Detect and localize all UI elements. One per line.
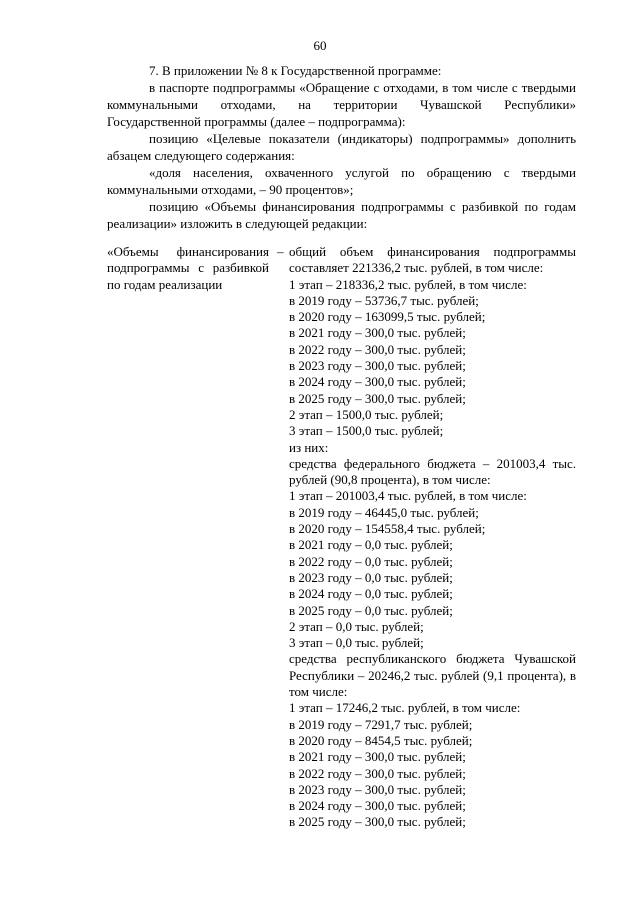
financing-details bbox=[285, 244, 576, 831]
intro-paragraph: 7. В приложении № 8 к Государственной программе: bbox=[149, 63, 442, 78]
financing-line: в 2019 году – 46445,0 тыс. рублей; bbox=[289, 504, 479, 520]
financing-line: в 2021 году – 0,0 тыс. рублей; bbox=[289, 537, 453, 553]
financing-line: в 2023 году – 300,0 тыс. рублей; bbox=[289, 781, 466, 797]
financing-line: 2 этап – 1500,0 тыс. рублей; bbox=[289, 406, 444, 422]
financing-line: 1 этап – 201003,4 тыс. рублей, в том числе: bbox=[289, 488, 527, 504]
financing-line: 2 этап – 0,0 тыс. рублей; bbox=[289, 618, 424, 634]
financing-line: 1 этап – 17246,2 тыс. рублей, в том числе: bbox=[289, 700, 521, 716]
financing-line: в 2019 году – 7291,7 тыс. рублей; bbox=[289, 716, 473, 732]
financing-line: в 2022 году – 300,0 тыс. рублей; bbox=[289, 765, 466, 781]
financing-line: 1 этап – 218336,2 тыс. рублей, в том числе: bbox=[289, 276, 527, 292]
financing-line: в 2023 году – 300,0 тыс. рублей; bbox=[289, 358, 466, 374]
financing-line: в 2024 году – 300,0 тыс. рублей; bbox=[289, 374, 466, 390]
intro-paragraph: «доля населения, охваченного услугой по обращению с твердыми коммунальными отходами, – 90 процентов»; bbox=[107, 165, 576, 197]
financing-line: в 2024 году – 0,0 тыс. рублей; bbox=[289, 586, 453, 602]
financing-line: 3 этап – 0,0 тыс. рублей; bbox=[289, 635, 424, 651]
financing-line: в 2019 году – 53736,7 тыс. рублей; bbox=[289, 292, 479, 308]
financing-line: в 2021 году – 300,0 тыс. рублей; bbox=[289, 749, 466, 765]
financing-line: в 2025 году – 300,0 тыс. рублей; bbox=[289, 814, 466, 830]
financing-line: из них: bbox=[289, 439, 329, 455]
intro-paragraph: позицию «Целевые показатели (индикаторы) подпрограммы» дополнить абзацем следующего содержания: bbox=[107, 131, 576, 163]
financing-line: средства республиканского бюджета Чувашской Республики – 20246,2 тыс. рублей (9,1 процента), в том числе: bbox=[289, 651, 576, 700]
financing-line: в 2022 году – 0,0 тыс. рублей; bbox=[289, 553, 453, 569]
financing-line: в 2020 году – 154558,4 тыс. рублей; bbox=[289, 521, 486, 537]
financing-line: в 2020 году – 8454,5 тыс. рублей; bbox=[289, 732, 473, 748]
financing-line: в 2024 году – 300,0 тыс. рублей; bbox=[289, 798, 466, 814]
financing-table bbox=[107, 244, 576, 831]
intro-paragraph: в паспорте подпрограммы «Обращение с отходами, в том числе с твердыми коммунальными отходами, на территории Чувашской Республики» Государственной программы (далее – подпрограмма): bbox=[107, 80, 576, 129]
financing-line: общий объем финансирования подпрограммы составляет 221336,2 тыс. рублей, в том числе: bbox=[289, 244, 576, 276]
financing-line: в 2020 году – 163099,5 тыс. рублей; bbox=[289, 309, 486, 325]
financing-line: средства федерального бюджета – 201003,4 тыс. рублей (90,8 процента), в том числе: bbox=[289, 455, 576, 488]
table-dash: – bbox=[277, 244, 284, 259]
financing-line: в 2023 году – 0,0 тыс. рублей; bbox=[289, 569, 453, 585]
financing-line: 3 этап – 1500,0 тыс. рублей; bbox=[289, 423, 444, 439]
financing-line: в 2021 году – 300,0 тыс. рублей; bbox=[289, 325, 466, 341]
financing-line: в 2022 году – 300,0 тыс. рублей; bbox=[289, 341, 466, 357]
financing-line: в 2025 году – 300,0 тыс. рублей; bbox=[289, 390, 466, 406]
intro-paragraph: позицию «Объемы финансирования подпрограммы с разбивкой по годам реализации» изложить в следующей редакции: bbox=[107, 199, 576, 231]
intro-text bbox=[107, 62, 576, 232]
page-number: 60 bbox=[313, 38, 327, 53]
financing-label: «Объемы финансирования подпрограммы с разбивкой по годам реализации bbox=[107, 244, 269, 292]
financing-line: в 2025 году – 0,0 тыс. рублей; bbox=[289, 602, 453, 618]
